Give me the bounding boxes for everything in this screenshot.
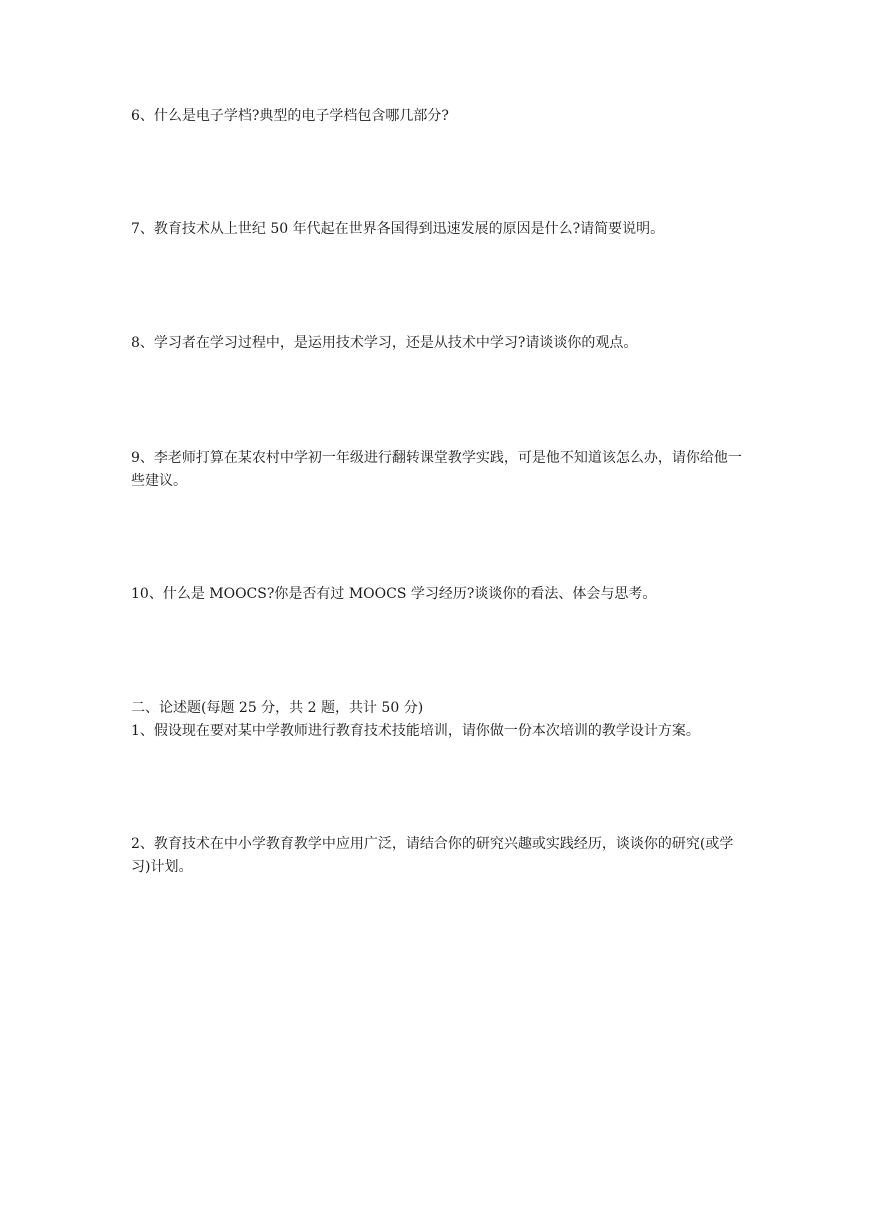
question-9: 9、李老师打算在某农村中学初一年级进行翻转课堂教学实践，可是他不知道该怎么办，请你给他一些建议。 [131, 450, 742, 489]
essay-question-2: 2、教育技术在中小学教育教学中应用广泛，请结合你的研究兴趣或实践经历，谈谈你的研究(或学习)计划。 [131, 836, 734, 875]
question-6: 6、什么是电子学档?典型的电子学档包含哪几部分? [131, 108, 449, 124]
question-7: 7、教育技术从上世纪 50 年代起在世界各国得到迅速发展的原因是什么?请简要说明。 [131, 221, 665, 237]
question-10: 10、什么是 MOOCS?你是否有过 MOOCS 学习经历?谈谈你的看法、体会与思考。 [131, 586, 657, 602]
section-2-heading: 二、论述题(每题 25 分，共 2 题，共计 50 分) [131, 700, 424, 716]
question-8: 8、学习者在学习过程中，是运用技术学习，还是从技术中学习?请谈谈你的观点。 [131, 335, 638, 351]
essay-question-1: 1、假设现在要对某中学教师进行教育技术技能培训，请你做一份本次培训的教学设计方案。 [131, 723, 700, 739]
